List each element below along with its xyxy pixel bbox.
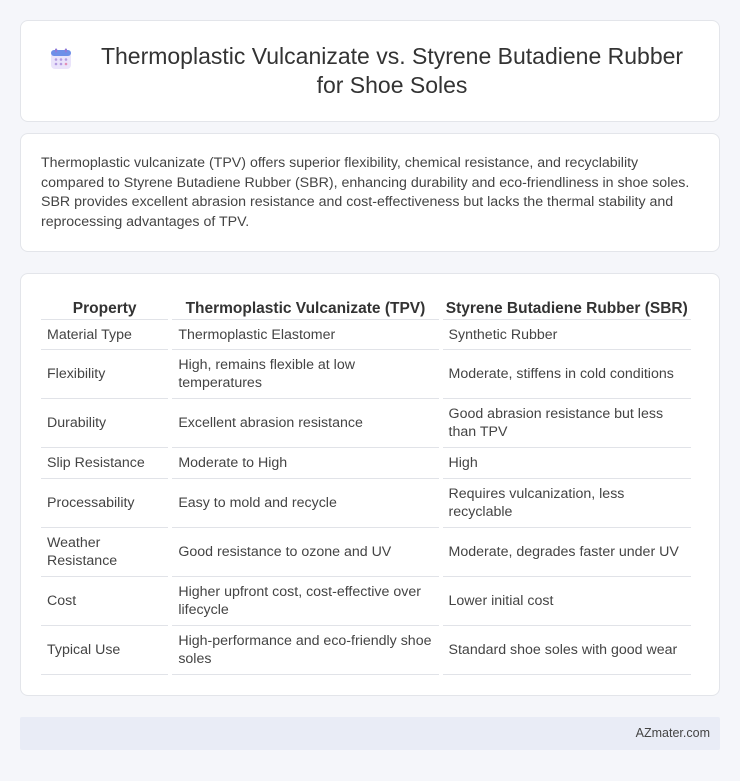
tpv-cell: Easy to mold and recycle xyxy=(172,479,438,528)
table-row xyxy=(41,479,691,528)
property-cell: Slip Resistance xyxy=(41,448,168,479)
tpv-cell: Moderate to High xyxy=(172,448,438,479)
footer-site-link[interactable]: AZmater.com xyxy=(635,726,710,740)
title-card xyxy=(20,20,720,122)
property-cell: Cost xyxy=(41,577,168,626)
property-cell: Durability xyxy=(41,399,168,448)
comparison-table xyxy=(37,294,695,675)
tpv-cell: Thermoplastic Elastomer xyxy=(172,320,438,350)
sbr-cell: High xyxy=(443,448,691,479)
tpv-cell: Good resistance to ozone and UV xyxy=(172,528,438,577)
sbr-cell: Moderate, stiffens in cold conditions xyxy=(443,350,691,399)
summary-text: Thermoplastic vulcanizate (TPV) offers superior flexibility, chemical resistance, and recyclability compared to Styrene Butadiene Rubber (SBR), enhancing durability and eco-friendliness in shoe soles. SBR provides excellent abrasion resistance and cost-effectiveness but lacks the thermal stability and reprocessing advantages of TPV. xyxy=(41,155,690,230)
property-cell: Typical Use xyxy=(41,626,168,675)
sbr-cell: Standard shoe soles with good wear xyxy=(443,626,691,675)
tpv-cell: Excellent abrasion resistance xyxy=(172,399,438,448)
sbr-cell: Lower initial cost xyxy=(443,577,691,626)
column-header-tpv: Thermoplastic Vulcanizate (TPV) xyxy=(172,294,438,320)
tpv-cell: Higher upfront cost, cost-effective over lifecycle xyxy=(172,577,438,626)
table-row xyxy=(41,399,691,448)
tpv-cell: High, remains flexible at low temperatures xyxy=(172,350,438,399)
property-cell: Processability xyxy=(41,479,168,528)
property-cell: Material Type xyxy=(41,320,168,350)
comparison-card xyxy=(20,273,720,696)
column-header-sbr: Styrene Butadiene Rubber (SBR) xyxy=(443,294,691,320)
sbr-cell: Synthetic Rubber xyxy=(443,320,691,350)
sbr-cell: Moderate, degrades faster under UV xyxy=(443,528,691,577)
calendar-icon xyxy=(49,47,73,71)
summary-card xyxy=(20,133,720,252)
table-row xyxy=(41,448,691,479)
table-row xyxy=(41,577,691,626)
table-header-row xyxy=(41,294,691,320)
table-row xyxy=(41,350,691,399)
page-title: Thermoplastic Vulcanizate vs. Styrene Butadiene Rubber for Shoe Soles xyxy=(100,43,684,98)
footer-bar xyxy=(20,717,720,750)
table-row xyxy=(41,626,691,675)
tpv-cell: High-performance and eco-friendly shoe soles xyxy=(172,626,438,675)
table-row xyxy=(41,528,691,577)
sbr-cell: Requires vulcanization, less recyclable xyxy=(443,479,691,528)
column-header-property: Property xyxy=(41,294,168,320)
property-cell: Flexibility xyxy=(41,350,168,399)
table-row xyxy=(41,320,691,350)
property-cell: Weather Resistance xyxy=(41,528,168,577)
sbr-cell: Good abrasion resistance but less than TPV xyxy=(443,399,691,448)
